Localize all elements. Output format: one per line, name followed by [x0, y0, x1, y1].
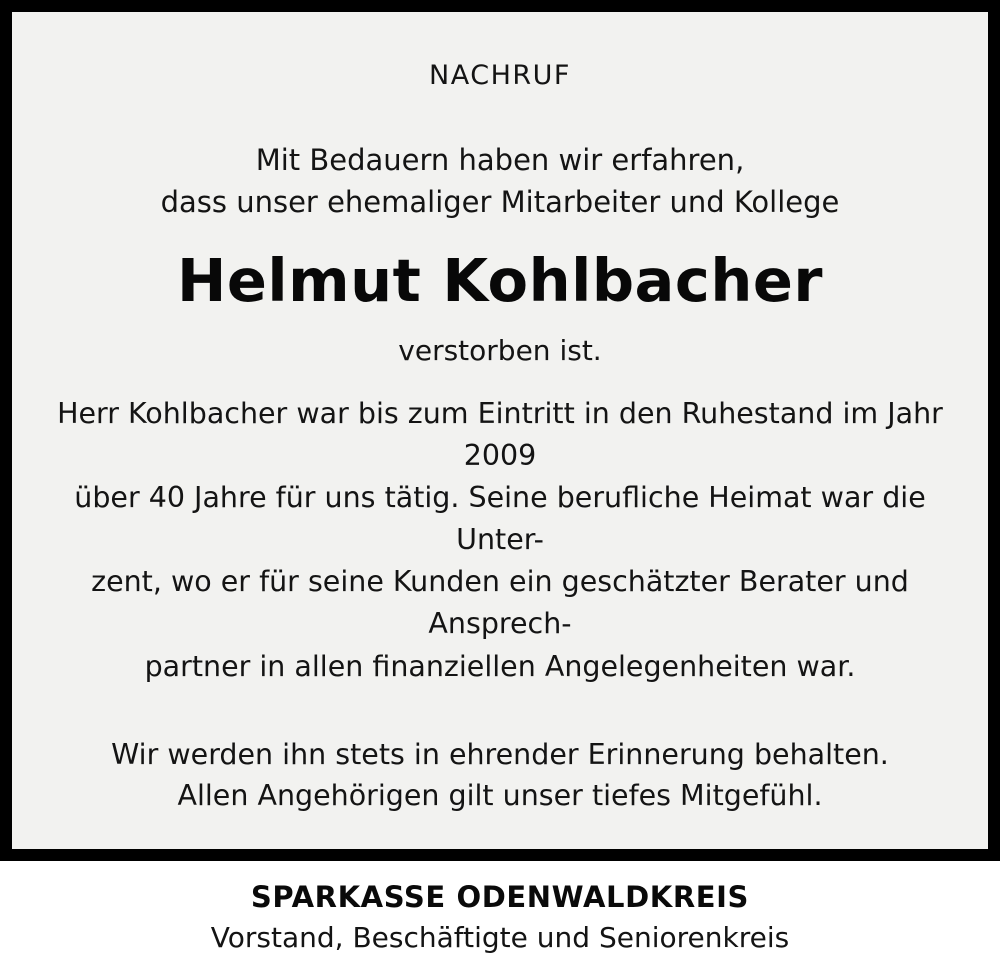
body-line-3: zent, wo er für seine Kunden ein geschätzter Berater und Ansprech- [91, 565, 909, 641]
organization-name: SPARKASSE ODENWALDKREIS [250, 880, 750, 915]
intro-line-1: Mit Bedauern haben wir erfahren, [255, 143, 745, 178]
signature-block [211, 879, 789, 957]
closing-line-1: Wir werden ihn stets in ehrender Erinnerung behalten. [111, 737, 889, 771]
deceased-name: Helmut Kohlbacher [177, 245, 823, 315]
body-line-1: Herr Kohlbacher war bis zum Eintritt in den Ruhestand im Jahr 2009 [57, 396, 943, 472]
intro-text [161, 140, 840, 222]
body-line-4: partner in allen finanziellen Angelegenheiten war. [144, 649, 856, 683]
deceased-status-line: verstorben ist. [398, 333, 602, 367]
closing-text [111, 734, 889, 817]
body-line-2: über 40 Jahre für uns tätig. Seine berufliche Heimat war die Unter- [74, 480, 926, 557]
intro-line-2: dass unser ehemaliger Mitarbeiter und Kollege [160, 184, 840, 219]
obituary-card [12, 12, 988, 955]
closing-line-2: Allen Angehörigen gilt unser tiefes Mitgefühl. [177, 779, 823, 813]
organization-subtitle: Vorstand, Beschäftigte und Seniorenkreis [210, 921, 790, 955]
obituary-body [35, 393, 965, 688]
notice-heading: NACHRUF [429, 60, 571, 91]
